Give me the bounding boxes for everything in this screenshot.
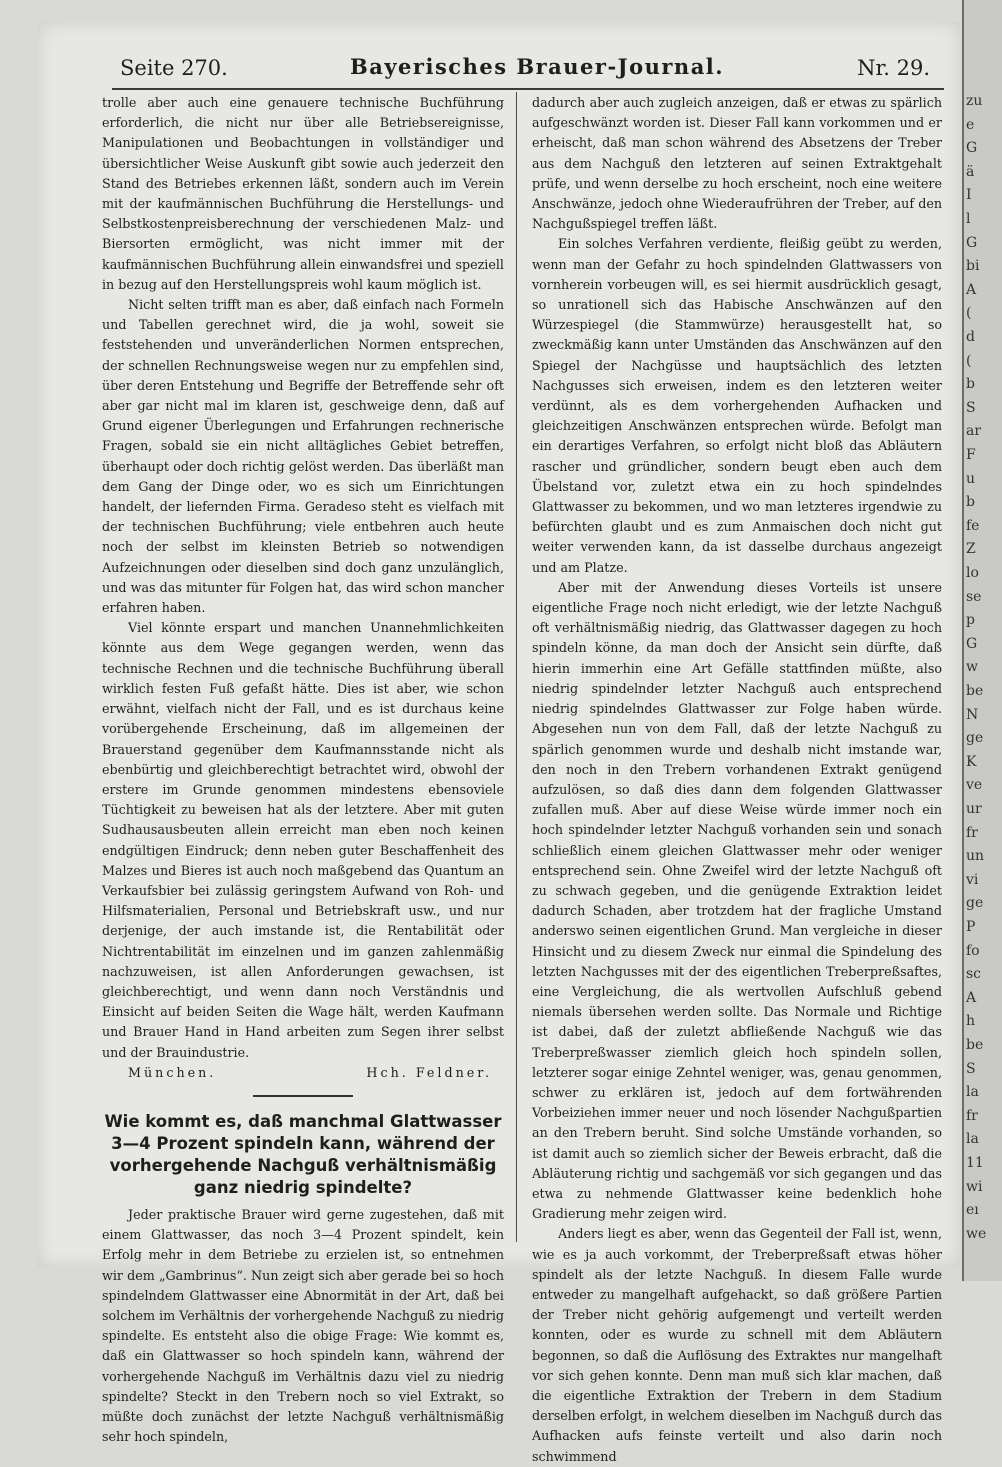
edge-text-fragment: p [966, 612, 975, 629]
edge-text-fragment: G [966, 635, 978, 652]
signature-author: Hch. Feldner. [366, 1064, 492, 1080]
edge-text-fragment: wi [966, 1178, 983, 1195]
journal-title: Bayerisches Brauer-Journal. [350, 54, 725, 79]
edge-text-fragment: ar [966, 423, 982, 440]
edge-text-fragment: ve [966, 777, 983, 794]
edge-text-fragment: b [966, 376, 975, 393]
edge-text-fragment: h [966, 1013, 976, 1030]
adjacent-page-edge [962, 0, 1002, 1281]
edge-text-fragment: be [966, 1037, 984, 1053]
edge-text-fragment: eı [966, 1202, 979, 1219]
issue-number: Nr. 29. [857, 56, 930, 80]
edge-text-fragment: A [966, 281, 977, 298]
edge-text-fragment: K [966, 753, 977, 770]
column-divider [516, 92, 517, 1242]
edge-text-fragment: be [966, 683, 984, 699]
edge-text-fragment: S [966, 1060, 976, 1077]
paragraph: Aber mit der Anwendung dieses Vorteils ist unsere eigentliche Frage noch nicht erledigt, wie der letzte Nachguß oft verhältnismäßig niedrig, das Glattwasser dagegen zu hoch spindeln könne, da man doch der Ansicht sein dürfte, daß hierin immerhin eine Art Gefälle stattfinden müßte, also niedrig spindelnder letzter Nachguß auch entsprechend niedrig spindelndes Glattwasser zur Folge haben würde. Abgesehen nun von dem Fall, daß der letzte Nachguß zu spärlich genommen wurde und deshalb nicht imstande war, den noch in den Trebern vorhandenen Extrakt genügend aufzulösen, so daß dies dann dem folgenden Glattwasser zufallen muß. Aber auf diese Weise würde immer noch ein hoch spindelnder letzter Nachguß vorhanden sein und sonach schließlich einem gleichen Glattwasser mehr oder weniger entsprechend sein. Ohne Zweifel wird der letzte Nachguß oft zu schwach gegeben, und die genügende Extraktion leidet dadurch Schaden, aber trotzdem hat der fragliche Umstand anderswo seinen eigentlichen Grund. Man vergleiche in dieser Hinsicht und zu diesem Zweck nur einmal die Spindelung des letzten Nachgusses mit der des eigentlichen Treberpreßsaftes, eine Vergleichung, die als wertvollen Aufschluß gebend niemals übersehen werden sollte. Das Normale und Richtige ist dabei, daß der zuletzt abfließende Nachguß wie das Treberpreßwasser ziemlich gleich hoch spindeln sollen, letzterer sogar einige Zehntel weniger, was, genau genommen, schwer zu erklären ist, jedoch auf dem fortwährenden Vorbeiziehen immer neuer und noch lösender Nachgußpartien an den Trebern beruht. Sind solche Umstände vorhanden, so ist damit auch so ziemlich sicher der Beweis erbracht, daß die Abläuterung richtig und sachgemäß vor sich gegangen und das etwa zu nehmende Glattwasser keine bedenklich hohe Gradierung mehr zeigen wird. [532, 579, 942, 1222]
paragraph: Ein solches Verfahren verdiente, fleißig geübt zu werden, wenn man der Gefahr zu hoch spindelnden Glattwassers von vornherein vorbeugen will, es sei hiermit ausdrücklich gesagt, so unrationell sich das Habische Anschwänzen auf den Würzespiegel (die Stammwürze) herausgestellt hat, so zweckmäßig kann unter Umständen das Anschwänzen auf den Spiegel der Nachgüsse und hauptsächlich des letzten Nachgusses sich erweisen, indem es den letzteren weiter verdünnt, als es dem vorhergehenden Aufhacken und gleichzeitigen Anschwänzen entsprechen würde. Befolgt man ein derartiges Verfahren, so erfolgt nicht bloß das Abläutern rascher und gründlicher, sondern beugt eben auch dem Übelstand vor, zuletzt etwa ein zu hoch spindelndes Glattwasser zu bekommen, und wo man letzteres irgendwie zu befürchten glaubt und es zum Anmaischen doch nicht gut weiter verwenden kann, da ist dasselbe durchaus angezeigt und am Platze. [532, 236, 942, 575]
edge-text-fragment: u [966, 470, 976, 487]
paragraph: Jeder praktische Brauer wird gerne zugestehen, daß mit einem Glattwasser, das noch 3—4 Prozent spindelt, kein Erfolg mehr in dem Betriebe zu erzielen ist, so entnehmen wir dem „Gambrinus“. Nun zeigt sich aber gerade bei so hoch spindelndem Glattwasser eine Abnormität in der Art, daß bei solchem im Verhältnis der vorhergehende Nachguß zu niedrig spindelte. Es entsteht also die obige Frage: Wie kommt es, daß ein Glattwasser so hoch spindeln kann, während der vorhergehende Nachguß im Verhältnis dazu viel zu niedrig spindelte? Steckt in den Trebern noch so viel Extrakt, so müßte doch zunächst der letzte Nachguß verhältnismäßig sehr hoch spindeln, [102, 1206, 504, 1445]
header-rule [112, 88, 944, 90]
paragraph: dadurch aber auch zugleich anzeigen, daß er etwas zu spärlich aufgeschwänzt worden ist. Dieser Fall kann vorkommen und er erheischt, daß man schon während des Absetzens der Treber aus dem Nachguß den letzteren auf seinen Extraktgehalt prüfe, und wenn derselbe zu hoch erscheint, noch eine weitere Anschwänze, jedoch ohne Wiederaufrühren der Treber, auf den Nachgußspiegel treffen läßt. [532, 95, 942, 232]
page-header [120, 52, 930, 86]
edge-text-fragment: G [966, 140, 978, 157]
edge-text-fragment: ä [966, 163, 975, 180]
edge-text-fragment: G [966, 234, 978, 251]
edge-text-fragment: S [966, 399, 976, 416]
edge-text-fragment: ( [966, 305, 972, 322]
paragraph: Anders liegt es aber, wenn das Gegenteil der Fall ist, wenn, wie es ja auch vorkommt, der Treberpreßsaft etwas höher spindelt als der letzte Nachguß. In diesem Falle wurde entweder zu mangelhaft aufgehackt, so daß größere Partien der Treber nicht gehörig aufgemengt und verteilt werden konnten, oder es wurde zu schnell mit dem Abläutern begonnen, so daß die Auflösung des Extraktes nur mangelhaft vor sich gehen konnte. Denn man muß sich klar machen, daß die eigentliche Extraktion der Trebern in dem Stadium derselben erfolgt, in welchem dieselben im Nachguß durch das Aufhacken aufs feinste verteilt und also darin noch schwimmend [532, 1226, 942, 1464]
edge-text-fragment: ge [966, 895, 984, 912]
edge-text-fragment: ge [966, 730, 984, 747]
edge-text-fragment: la [966, 1131, 979, 1148]
edge-text-fragment: lo [966, 565, 979, 581]
edge-text-fragment: w [966, 659, 978, 676]
edge-text-fragment: 11 [966, 1155, 984, 1171]
edge-text-fragment: ur [966, 801, 982, 817]
edge-text-fragment: Z [966, 541, 976, 558]
edge-text-fragment: zu [966, 93, 983, 109]
edge-text-fragment: fr [966, 1107, 978, 1124]
edge-text-fragment: I [966, 187, 972, 204]
right-column [532, 93, 942, 1464]
edge-text-fragment: d [966, 329, 975, 345]
edge-text-fragment: fe [966, 517, 980, 534]
signature-line [102, 1063, 504, 1083]
edge-text-fragment: b [966, 494, 975, 511]
left-column [102, 93, 504, 1445]
edge-text-fragment: l [966, 211, 971, 227]
edge-text-fragment: bi [966, 258, 980, 275]
edge-text-fragment: se [966, 588, 982, 605]
separator-rule [253, 1095, 353, 1097]
edge-text-fragment: fo [966, 942, 980, 959]
paragraph: trolle aber auch eine genauere technische Buchführung erforderlich, die nicht nur über alle Betriebsereignisse, Manipulationen und Beobachtungen in vollständiger und übersichtlicher Weise Auskunft gibt sowie auch jederzeit den Stand des Betriebes erkennen läßt, sondern auch im Verein mit der kaufmännischen Buchführung die Herstellungs- und Selbstkostenpreisberechnung der verschiedenen Malz- und Biersorten ermöglicht, was nicht immer mit der kaufmännischen Buchführung allein einwandsfrei und speziell in bezug auf den Herstellungspreis wohl kaum möglich ist. [102, 95, 504, 292]
edge-text-fragment: N [966, 706, 979, 723]
edge-text-fragment: P [966, 919, 976, 935]
edge-text-fragment: vi [966, 871, 979, 888]
edge-text-fragment: e [966, 116, 975, 133]
edge-text-fragment: we [966, 1225, 987, 1242]
edge-text-fragment: F [966, 447, 976, 463]
page-number: Seite 270. [120, 56, 228, 80]
edge-text-fragment: ( [966, 352, 972, 369]
edge-text-fragment: sc [966, 966, 982, 983]
edge-text-fragment: A [966, 989, 977, 1006]
edge-text-fragment: fr [966, 824, 978, 841]
paragraph: Viel könnte erspart und manchen Unannehmlichkeiten könnte aus dem Wege gegangen werden, wenn das technische Rechnen und die technische Buchführung überall wirklich festen Fuß gefaßt hätte. Dies ist aber, wie schon erwähnt, vielfach nicht der Fall, und es ist durchaus keine vorübergehende Erscheinung, daß im allgemeinen der Brauerstand gegenüber dem Kaufmannsstande nicht als ebenbürtig und gleichberechtigt betrachtet wird, obwohl der erstere im Grunde genommen mindestens ebensoviele Tüchtigkeit zu beweisen hat als der letztere. Aber mit guten Sudhausausbeuten allein erreicht man eben noch keinen endgültigen Eindruck; denn neben guter Beschaffenheit des Malzes und Bieres ist auch noch maßgebend das Quantum an Verkaufsbier bei zulässig geringstem Aufwand von Roh- und Hilfsmaterialien, Personal und Betriebskraft usw., und nur derjenige, der auch imstande ist, die Rentabilität oder Nichtrentabilität im einzelnen und im ganzen zahlenmäßig nachzuweisen, ist allen Anforderungen gewachsen, ist gleichberechtigt, und wenn dann noch Verständnis und Einsicht auf beiden Seiten die Wage hält, werden Kaufmann und Brauer Hand in Hand arbeiten zum Segen ihrer selbst und der Brauindustrie. [102, 620, 504, 1060]
edge-text-fragment: un [966, 848, 985, 865]
signature-place: München. [128, 1064, 217, 1080]
edge-text-fragment: la [966, 1084, 979, 1101]
article-heading: Wie kommt es, daß manchmal Glattwasser 3—4 Prozent spindeln kann, während der vorhergehende Nachguß verhältnismäßig ganz niedrig spindelte? [104, 1111, 502, 1197]
paragraph: Nicht selten trifft man es aber, daß einfach nach Formeln und Tabellen gerechnet wird, die ja wohl, soweit sie feststehenden und unveränderlichen Normen entsprechen, der schnellen Rechnungsweise wegen nur zu empfehlen sind, über deren Entstehung und Begriffe der Betreffende sehr oft aber gar nicht mal im klaren ist, geschweige denn, daß auf Grund eigener Überlegungen und Erfahrungen rechnerische Fragen, sobald sie ein nicht alltägliches Gebiet betreffen, überhaupt oder doch richtig gelöst werden. Das überläßt man dem Gang der Dinge oder, wo es sich um Einrichtungen handelt, der liefernden Firma. Geradeso steht es vielfach mit der technischen Buchführung; viele entbehren auch heute noch der selbst im kleinsten Betrieb so notwendigen Aufzeichnungen oder dieselben sind doch ganz unzulänglich, und was das mitunter für Folgen hat, das wird schon mancher erfahren haben. [102, 297, 504, 616]
